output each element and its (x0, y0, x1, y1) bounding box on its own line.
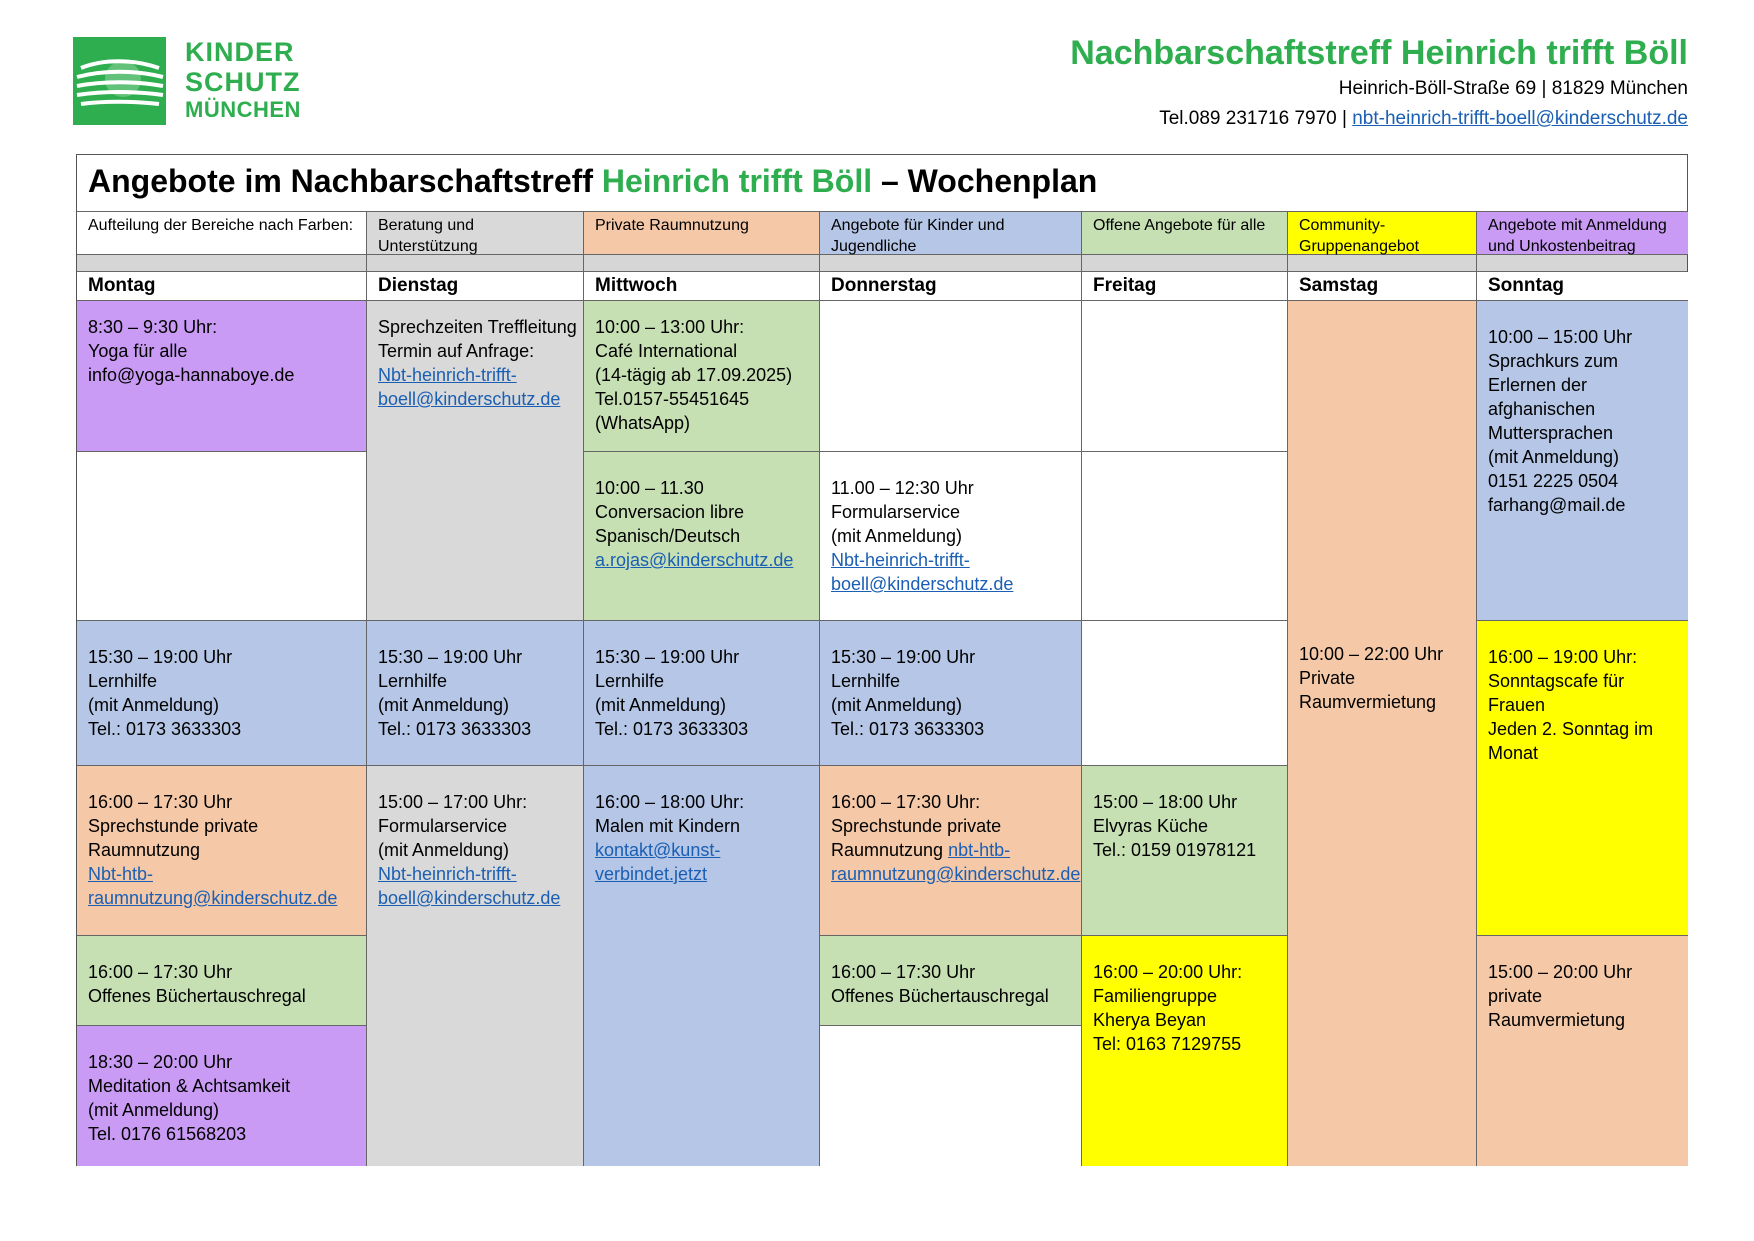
logo-line-1: KINDER (185, 37, 295, 67)
logo-wordmark (185, 37, 301, 123)
legend-private-raumnutzung-text: Private Raumnutzung (595, 217, 749, 234)
entry-empty (77, 452, 367, 621)
spacer-row (77, 255, 1687, 272)
spacer-divider (1287, 255, 1288, 272)
entry-text: 15:30 – 19:00 Uhr Lernhilfe (mit Anmeldung) Tel.: 0173 3633303 (88, 647, 242, 739)
entry-montag-sprechstunde (77, 766, 367, 936)
legend-kinder-jugendliche-text: Angebote für Kinder und Jugendliche (831, 217, 1005, 255)
day-label: Dienstag (378, 275, 459, 296)
legend-offene-angebote (1082, 211, 1288, 255)
entry-text (595, 476, 813, 572)
plan-title-part3: – Wochenplan (872, 163, 1098, 199)
entry-text: 10:00 – 13:00 Uhr: Café International (14-tägig ab 17.09.2025) Tel.0157-55451645 (WhatsApp) (595, 317, 793, 433)
legend-anmeldung-unkosten-text: Angebote mit Anmeldung und Unkostenbeitrag (1488, 217, 1667, 255)
entry-email-link[interactable]: kontakt@kunst-verbindet.jetzt (595, 840, 721, 884)
day-header-dienstag (367, 272, 584, 301)
legend-beratung (367, 211, 584, 255)
day-label: Mittwoch (595, 275, 678, 296)
entry-mittwoch-cafe-international (584, 301, 820, 452)
day-label: Freitag (1093, 275, 1157, 296)
entry-sonntag-sprachkurs (1477, 301, 1688, 621)
org-contact (1070, 104, 1688, 134)
spacer-divider (366, 255, 367, 272)
logo-mark-icon (73, 37, 166, 125)
entry-mittwoch-malen (584, 766, 820, 1166)
title-row (77, 155, 1687, 211)
entry-donnerstag-sprechstunde (820, 766, 1082, 936)
legend-offene-angebote-text: Offene Angebote für alle (1093, 217, 1266, 234)
entry-text-main: 16:00 – 18:00 Uhr: Malen mit Kindern (595, 792, 745, 836)
day-header-donnerstag (820, 272, 1082, 301)
legend-intro (77, 211, 367, 255)
entry-montag-buechertausch (77, 936, 367, 1026)
entry-email-link[interactable]: Nbt-heinrich-trifft-boell@kinderschutz.de (831, 550, 1014, 594)
day-header-mittwoch (584, 272, 820, 301)
legend-private-raumnutzung (584, 211, 820, 255)
entry-text: 18:30 – 20:00 Uhr Meditation & Achtsamkeit (mit Anmeldung) Tel. 0176 61568203 (88, 1052, 291, 1144)
entry-empty (820, 301, 1082, 452)
entry-text: 15:30 – 19:00 Uhr Lernhilfe (mit Anmeldung) Tel.: 0173 3633303 (831, 647, 985, 739)
entry-text (831, 476, 1075, 596)
entry-text (378, 315, 577, 411)
entry-text-main: 16:00 – 17:30 Uhr Sprechstunde private Raumnutzung (88, 792, 259, 860)
entry-mittwoch-conversacion (584, 452, 820, 621)
entry-text: 15:30 – 19:00 Uhr Lernhilfe (mit Anmeldung) Tel.: 0173 3633303 (595, 647, 749, 739)
day-label: Sonntag (1488, 275, 1564, 296)
day-header-sonntag (1477, 272, 1688, 301)
entry-text-main: Sprechzeiten Treffleitung Termin auf Anfrage: (378, 317, 577, 361)
legend-community (1288, 211, 1477, 255)
entry-email-link[interactable]: nbt-htb-raumnutzung@kinderschutz.de (831, 840, 1081, 884)
plan-title (88, 161, 1097, 201)
day-header-montag (77, 272, 367, 301)
entry-montag-meditation (77, 1026, 367, 1166)
entry-text: 16:00 – 19:00 Uhr: Sonntagscafe für Frauen Jeden 2. Sonntag im Monat (1488, 647, 1654, 763)
org-info (1070, 32, 1688, 134)
spacer-divider (819, 255, 820, 272)
entry-donnerstag-lernhilfe (820, 621, 1082, 766)
entry-sonntag-raumvermietung (1477, 936, 1688, 1166)
logo-line-2: SCHUTZ (185, 67, 301, 97)
entry-donnerstag-formularservice (820, 452, 1082, 621)
entry-text: 15:00 – 18:00 Uhr Elvyras Küche Tel.: 0159 01978121 (1093, 792, 1257, 860)
entry-email-link[interactable]: a.rojas@kinderschutz.de (595, 550, 794, 570)
plan-title-part2: Heinrich trifft Böll (601, 163, 873, 199)
entry-montag-yoga (77, 301, 367, 452)
day-header-freitag (1082, 272, 1288, 301)
entry-empty (820, 1026, 1082, 1166)
legend-beratung-text: Beratung und Unterstützung (378, 217, 478, 255)
entry-text-main: 11.00 – 12:30 Uhr Formularservice (mit Anmeldung) (831, 478, 974, 546)
entry-montag-lernhilfe (77, 621, 367, 766)
entry-text-main: 15:00 – 17:00 Uhr: Formularservice (mit Anmeldung) (378, 792, 528, 860)
entry-text: 16:00 – 17:30 Uhr Offenes Büchertauschregal (831, 962, 1049, 1006)
legend-intro-text: Aufteilung der Bereiche nach Farben: (88, 217, 354, 234)
day-label: Donnerstag (831, 275, 937, 296)
org-email-link[interactable]: nbt-heinrich-trifft-boell@kinderschutz.de (1352, 108, 1688, 129)
legend-anmeldung-unkosten (1477, 211, 1688, 255)
entry-donnerstag-buechertausch (820, 936, 1082, 1026)
legend-community-text: Community-Gruppenangebot (1299, 217, 1420, 255)
day-header-samstag (1288, 272, 1477, 301)
day-label: Samstag (1299, 275, 1379, 296)
entry-dienstag-sprechzeiten (367, 301, 584, 621)
entry-text (88, 790, 360, 910)
entry-email-link[interactable]: Nbt-htb-raumnutzung@kinderschutz.de (88, 864, 338, 908)
entry-text (831, 790, 1081, 886)
weekly-plan-table (76, 154, 1688, 1166)
entry-text (595, 790, 813, 886)
spacer-divider (1476, 255, 1477, 272)
entry-text: 15:00 – 20:00 Uhr private Raumvermietung (1488, 962, 1633, 1030)
entry-empty (1082, 621, 1288, 766)
org-address: Heinrich-Böll-Straße 69 | 81829 München (1338, 78, 1688, 99)
entry-samstag-raumvermietung (1288, 301, 1477, 1166)
entry-sonntag-sonntagscafe (1477, 621, 1688, 936)
org-name: Nachbarschaftstreff Heinrich trifft Böll (1070, 34, 1688, 72)
entry-text (378, 790, 577, 910)
entry-dienstag-formularservice (367, 766, 584, 1166)
day-label: Montag (88, 275, 156, 296)
entry-freitag-elvyras-kueche (1082, 766, 1288, 936)
entry-email-link[interactable]: Nbt-heinrich-trifft-boell@kinderschutz.de (378, 864, 561, 908)
spacer-divider (1081, 255, 1082, 272)
entry-text: 16:00 – 20:00 Uhr: Familiengruppe Kherya Beyan Tel: 0163 7129755 (1093, 962, 1243, 1054)
entry-dienstag-lernhilfe (367, 621, 584, 766)
spacer-divider (583, 255, 584, 272)
org-phone: Tel.089 231716 7970 | (1159, 108, 1353, 129)
entry-email-link[interactable]: Nbt-heinrich-trifft-boell@kinderschutz.de (378, 365, 561, 409)
entry-text: 8:30 – 9:30 Uhr: Yoga für alle info@yoga-hannaboye.de (88, 317, 295, 385)
entry-text-main: 16:00 – 17:30 Uhr: Sprechstunde private Raumnutzung (831, 792, 1002, 860)
entry-text: 10:00 – 22:00 Uhr Private Raumvermietung (1299, 644, 1444, 712)
legend-kinder-jugendliche (820, 211, 1082, 255)
entry-text: 15:30 – 19:00 Uhr Lernhilfe (mit Anmeldung) Tel.: 0173 3633303 (378, 647, 532, 739)
entry-freitag-familiengruppe (1082, 936, 1288, 1166)
entry-mittwoch-lernhilfe (584, 621, 820, 766)
logo-line-3: MÜNCHEN (185, 97, 301, 122)
kinderschutz-logo (73, 37, 301, 127)
entry-text: 10:00 – 15:00 Uhr Sprachkurs zum Erlernen der afghanischen Muttersprachen (mit Anmeldung) 0151 2225 0504 farhang@mail.de (1488, 327, 1633, 515)
entry-text-main: 10:00 – 11.30 Conversacion libre Spanisch/Deutsch (595, 478, 745, 546)
entry-empty (1082, 452, 1288, 621)
plan-title-part1: Angebote im Nachbarschaftstreff (88, 163, 602, 199)
entry-empty (1082, 301, 1288, 452)
entry-text: 16:00 – 17:30 Uhr Offenes Büchertauschregal (88, 962, 306, 1006)
